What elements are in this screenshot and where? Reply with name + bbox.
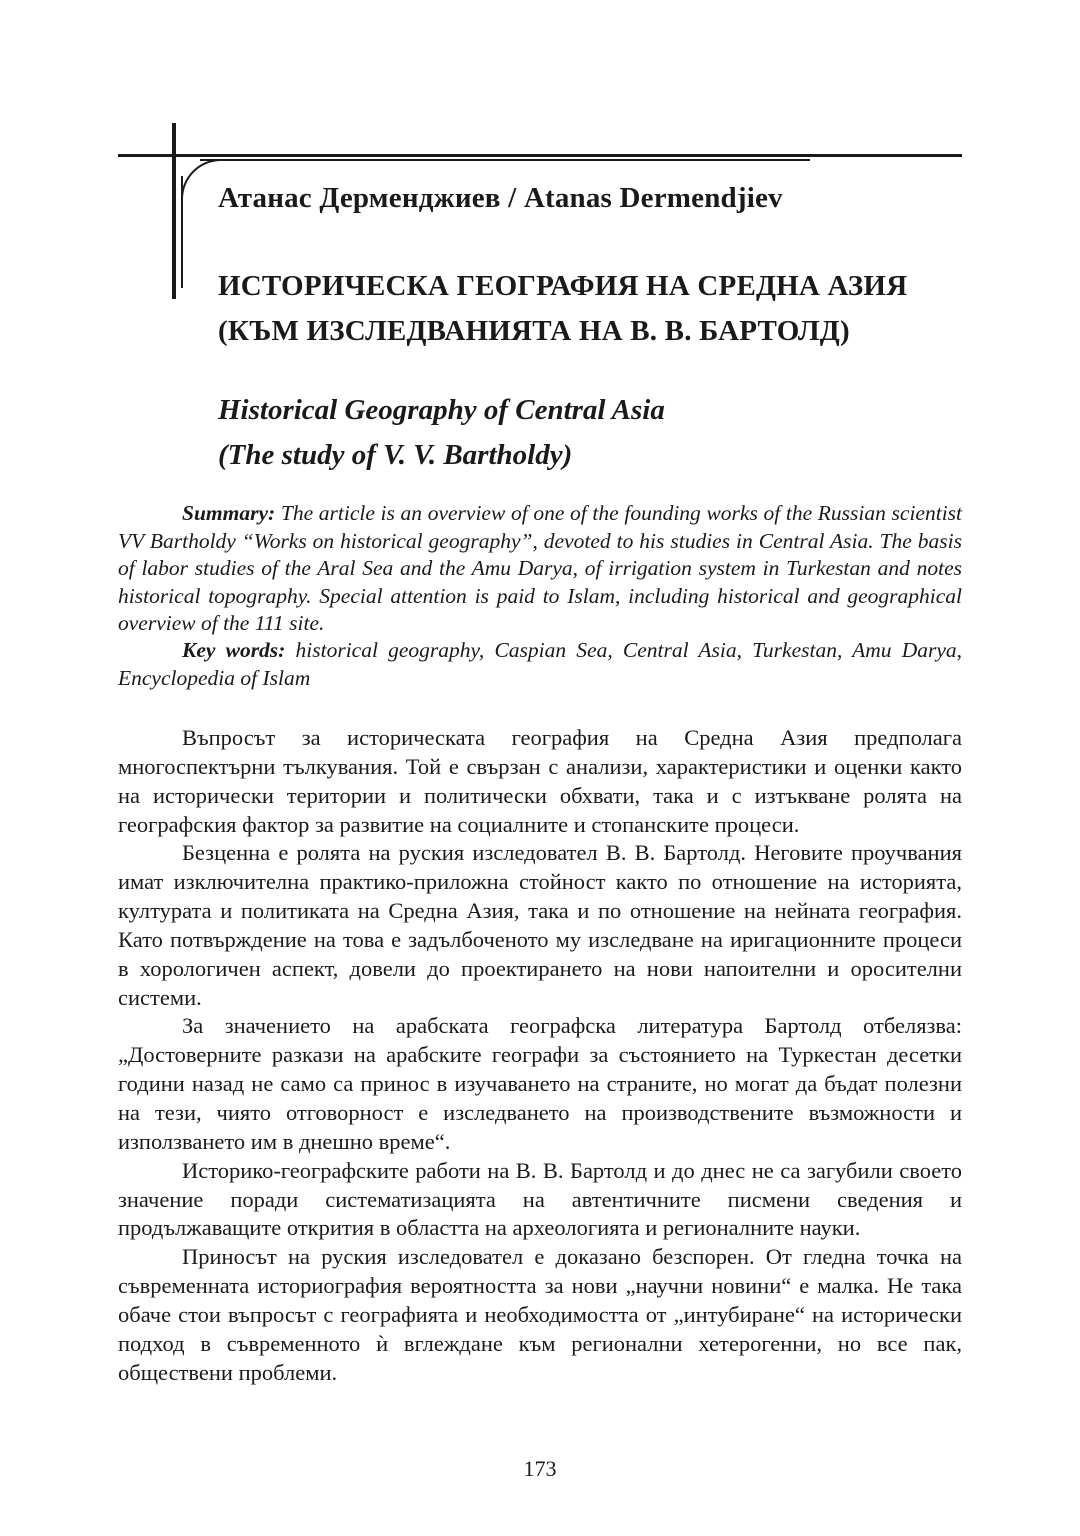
title-en-line-1: Historical Geography of Central Asia [218, 394, 665, 426]
keywords-text: historical geography, Caspian Sea, Central Asia, Turkestan, Amu Darya, Encyclopedia of Islam [118, 638, 963, 690]
summary-text: The article is an overview of one of the founding works of the Russian scientist VV Bartholdy “Works on historical geography”, devoted to his studies in Central Asia. The basis of labor studies of the Aral Sea and the Amu Darya, of irrigation system in Turkestan and notes historical topography. Special attention is paid to Islam, including historical and geographical overview of the 111 site. [118, 501, 963, 635]
title-bg-line-2: (КЪМ ИЗСЛЕДВАНИЯТА НА В. В. БАРТОЛД) [218, 315, 850, 347]
body-paragraph-1: Въпросът за историческата география на Средна Азия предполага многоспектърни тълкувания. Той е свързан с анализи, характеристики и оценки както на исторически територии и политически обхвати, така и с изтъкване ролята на географския фактор за развитие на социалните и стопанските процеси. [118, 725, 962, 837]
summary-label: Summary: [182, 501, 276, 525]
title-en-line-2: (The study of V. V. Bartholdy) [218, 439, 573, 471]
keywords-label: Key words: [182, 638, 286, 662]
body-text [118, 724, 962, 1387]
body-paragraph-4: Историко-географските работи на В. В. Бартолд и до днес не са загубили своето значение поради систематизацията на автентичните писмени сведения и продължаващите открития в областта на археологията и регионалните науки. [118, 1157, 962, 1241]
article-title-en [218, 388, 665, 478]
header-corner-arc [181, 159, 221, 199]
header-rule-horizontal [118, 154, 962, 157]
author-line: Атанас Дерменджиев / Atanas Dermendjiev [218, 182, 783, 214]
keywords-paragraph [118, 637, 962, 692]
body-paragraph-2: Безценна е ролята на руския изследовател В. В. Бартолд. Неговите проучвания имат изключителна практико-приложна стойност както по отношение на историята, културата и политиката на Средна Азия, така и по отношение на нейната география. Като потвърждение на това е задълбоченото му изследване на иригационните процеси в хорологичен аспект, довели до проектирането на нови напоителни и оросителни системи. [118, 840, 962, 1010]
header-rule-vertical [172, 123, 176, 299]
article-title-bg [218, 264, 907, 354]
body-paragraph-5: Приносът на руския изследовател е доказано безспорен. От гледна точка на съвременната историография вероятността за нови „научни новини“ е малка. Не така обаче стои въпросът с географията и необходимостта от „интубиране“ на исторически подход в съвременното ѝ вглеждане към регионални хетерогенни, но все пак, обществени проблеми. [118, 1244, 962, 1385]
title-bg-line-1: ИСТОРИЧЕСКА ГЕОГРАФИЯ НА СРЕДНА АЗИЯ [218, 270, 908, 302]
body-paragraph-3: За значението на арабската географска литература Бартолд отбелязва: „Достоверните разкази на арабските географи за състоянието на Туркестан десетки години назад не само са принос в изучаването на страните, но могат да бъдат полезни на тези, чиято отговорност е изследването на производствените възможности и използването им в днешно време“. [118, 1013, 962, 1154]
header-rule-horizontal-inner [200, 159, 810, 161]
page-number: 173 [523, 1456, 557, 1481]
summary-paragraph [118, 500, 962, 638]
